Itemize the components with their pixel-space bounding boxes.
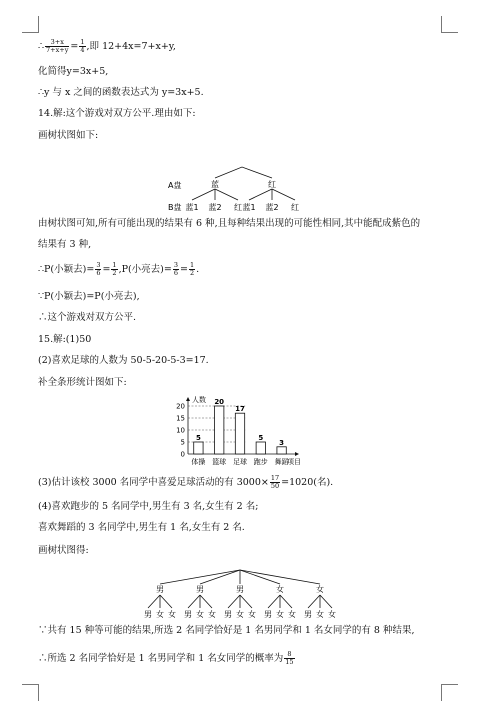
fraction-denominator: 4 bbox=[80, 46, 85, 54]
tree-branch bbox=[188, 595, 200, 608]
bar bbox=[235, 413, 244, 454]
bar-value-label: 17 bbox=[235, 405, 245, 414]
text-line-3: ∴y 与 x 之间的函数表达式为 y=3x+5. bbox=[38, 87, 204, 98]
tree2-leaf-item: 女 bbox=[248, 610, 256, 619]
text-line-2: 化简得y=3x+5, bbox=[38, 66, 109, 77]
text-line-6: 由树状图可知,所有可能出现的结果有 6 种,且每种结果出现的可能性相同,其中能配成紫色的 bbox=[38, 218, 421, 229]
tree1-a-item: 蓝 bbox=[211, 180, 219, 189]
y-tick-label: 20 bbox=[176, 402, 185, 411]
tree-branch bbox=[200, 595, 212, 608]
fraction-numerator: 3+x bbox=[45, 39, 69, 47]
probability-line bbox=[38, 262, 199, 277]
y-axis-arrow bbox=[186, 397, 190, 401]
bar bbox=[215, 406, 224, 454]
fraction-numerator: 3 bbox=[96, 261, 101, 269]
tree1-b-item: 蓝2 bbox=[208, 203, 222, 212]
fraction-denominator: 6 bbox=[173, 269, 178, 277]
text-line-16: 喜欢舞蹈的 3 名同学中,男生有 1 名,女生有 2 名. bbox=[38, 522, 245, 533]
fraction-denominator: 50 bbox=[270, 482, 280, 490]
estimate-line bbox=[38, 475, 333, 490]
y-tick-label: 15 bbox=[176, 414, 185, 423]
text-line-7: 结果有 3 种, bbox=[38, 239, 92, 250]
text-segment: ,P(小亮去)= bbox=[118, 264, 172, 275]
x-tick-label: 篮球 bbox=[212, 458, 227, 466]
text-segment: (3)估计该校 3000 名同学中喜爱足球活动的有 3000× bbox=[38, 477, 269, 488]
x-tick-label: 舞蹈 bbox=[274, 458, 289, 466]
tree1-b-item: 蓝1 bbox=[185, 203, 199, 212]
fraction-numerator: 1 bbox=[80, 38, 85, 46]
fraction-numerator: 17 bbox=[270, 474, 280, 482]
bar-value-label: 5 bbox=[195, 434, 201, 442]
fraction-denominator: 7+x+y bbox=[46, 46, 69, 54]
fraction-numerator: 3 bbox=[173, 261, 178, 269]
fraction bbox=[95, 262, 101, 277]
tree2-leaf-item: 女 bbox=[288, 610, 296, 619]
tree1-a-item: 红 bbox=[268, 180, 276, 189]
tree-branch bbox=[148, 595, 160, 608]
bar bbox=[194, 442, 203, 454]
crop-mark-top-left bbox=[22, 16, 39, 33]
tree1-b-item: 蓝2 bbox=[265, 203, 279, 212]
fraction bbox=[111, 262, 117, 277]
text-line-18: ∵共有 15 种等可能的结果,所选 2 名同学恰好是 1 名男同学和 1 名女同学的有 8 种结果, bbox=[38, 625, 415, 636]
tree2-leaf-item: 女 bbox=[168, 610, 176, 619]
tree1-b-item: 红 bbox=[234, 203, 242, 212]
tree2-leaf-item: 男 bbox=[144, 610, 152, 619]
therefore-symbol: ∴ bbox=[38, 41, 45, 52]
bar-value-label: 20 bbox=[214, 398, 225, 406]
x-axis-arrow bbox=[295, 452, 299, 456]
bar-value-label: 5 bbox=[258, 434, 264, 442]
tree2-leaf-item: 女 bbox=[236, 610, 244, 619]
fraction bbox=[189, 262, 195, 277]
text-segment: =1020(名). bbox=[281, 477, 334, 488]
x-tick-label: 跑步 bbox=[253, 458, 268, 466]
tree-branch bbox=[240, 595, 252, 608]
fraction-denominator: 6 bbox=[96, 269, 101, 277]
bar bbox=[277, 447, 286, 454]
fraction-2 bbox=[79, 39, 85, 54]
bar-chart bbox=[160, 394, 320, 470]
bar bbox=[256, 442, 265, 454]
tree-branch bbox=[308, 595, 320, 608]
tree-branch bbox=[160, 595, 172, 608]
tree2-leaf-item: 男 bbox=[224, 610, 232, 619]
text-segment: ∴P(小颖去)= bbox=[38, 264, 95, 275]
y-tick-label: 5 bbox=[180, 438, 185, 447]
crop-mark-top-right bbox=[441, 16, 458, 33]
tree2-leaf-item: 男 bbox=[184, 610, 192, 619]
x-tick-label: 体操 bbox=[191, 458, 206, 466]
text-line-15: (4)喜欢跑步的 5 名同学中,男生有 3 名,女生有 2 名; bbox=[38, 501, 259, 512]
equals-sign: = bbox=[102, 264, 111, 275]
fraction-1 bbox=[45, 39, 69, 54]
tree2-root-item: 男 bbox=[196, 585, 204, 594]
tree2-leaf-item: 女 bbox=[328, 610, 336, 619]
fraction bbox=[270, 475, 280, 490]
tree2-root-item: 男 bbox=[156, 585, 164, 594]
fraction bbox=[173, 262, 179, 277]
fraction-denominator: 2 bbox=[189, 269, 195, 277]
row-label-a: A盘 bbox=[168, 181, 182, 190]
x-tick-label: 足球 bbox=[233, 458, 247, 466]
tree-branch bbox=[200, 570, 240, 584]
tree2-leaf-item: 女 bbox=[196, 610, 204, 619]
tree2-leaf-item: 女 bbox=[156, 610, 164, 619]
tree-diagram-1 bbox=[160, 160, 330, 216]
text-line-9: ∵P(小颖去)=P(小亮去), bbox=[38, 291, 140, 302]
fraction-numerator: 1 bbox=[189, 261, 195, 269]
text-segment: ∴所选 2 名同学恰好是 1 名男同学和 1 名女同学的概率为 bbox=[38, 653, 284, 664]
text-line-11: 15.解:(1)50 bbox=[38, 334, 92, 345]
fraction-numerator: 1 bbox=[112, 261, 117, 269]
tree2-root-item: 女 bbox=[276, 585, 284, 594]
tree2-root-item: 女 bbox=[316, 585, 324, 594]
tree-branch bbox=[268, 595, 280, 608]
text-line-17: 画树状图得: bbox=[38, 545, 89, 556]
equals-sign: = bbox=[70, 41, 79, 52]
text-segment: . bbox=[196, 264, 200, 275]
bar-value-label: 3 bbox=[279, 438, 285, 447]
tree1-b-item: 红 bbox=[291, 203, 299, 212]
text-line-4: 14.解:这个游戏对双方公平.理由如下: bbox=[38, 108, 196, 119]
x-axis-label: 项目 bbox=[287, 458, 301, 466]
tree-branch bbox=[160, 570, 240, 584]
crop-mark-bottom-left bbox=[22, 684, 39, 701]
text-line-10: ∴这个游戏对双方公平. bbox=[38, 312, 137, 323]
tree2-leaf-item: 女 bbox=[276, 610, 284, 619]
tree-branch bbox=[240, 570, 320, 584]
tree2-leaf-item: 男 bbox=[304, 610, 312, 619]
fraction-denominator: 15 bbox=[285, 658, 294, 666]
tree2-leaf-item: 女 bbox=[316, 610, 324, 619]
y-tick-label: 0 bbox=[180, 450, 185, 459]
tree1-b-item: 蓝1 bbox=[242, 203, 256, 212]
fraction bbox=[284, 651, 294, 666]
text-line-12: (2)喜欢足球的人数为 50-5-20-5-3=17. bbox=[38, 355, 209, 366]
equation-line-1 bbox=[38, 39, 176, 54]
fraction-denominator: 2 bbox=[112, 269, 117, 277]
tree2-leaf-item: 女 bbox=[208, 610, 216, 619]
tree2-root-item: 男 bbox=[236, 585, 244, 594]
tree-branch bbox=[280, 595, 292, 608]
text-line-13: 补全条形统计图如下: bbox=[38, 377, 127, 388]
y-axis-label: 人数 bbox=[192, 396, 206, 404]
fraction-numerator: 8 bbox=[284, 651, 294, 659]
y-tick-label: 10 bbox=[176, 426, 185, 435]
final-probability-line bbox=[38, 651, 296, 666]
tree-branch bbox=[240, 570, 280, 584]
row-label-b: B盘 bbox=[168, 203, 182, 212]
crop-mark-bottom-right bbox=[441, 684, 458, 701]
tree2-leaf-item: 男 bbox=[264, 610, 272, 619]
equals-sign: = bbox=[180, 264, 188, 275]
text-line-5: 画树状图如下: bbox=[38, 130, 99, 141]
tree-branch bbox=[228, 595, 240, 608]
tree-diagram-2 bbox=[120, 566, 360, 622]
equation-text: ,即 12+4x=7+x+y, bbox=[86, 41, 176, 52]
tree-branch bbox=[320, 595, 332, 608]
